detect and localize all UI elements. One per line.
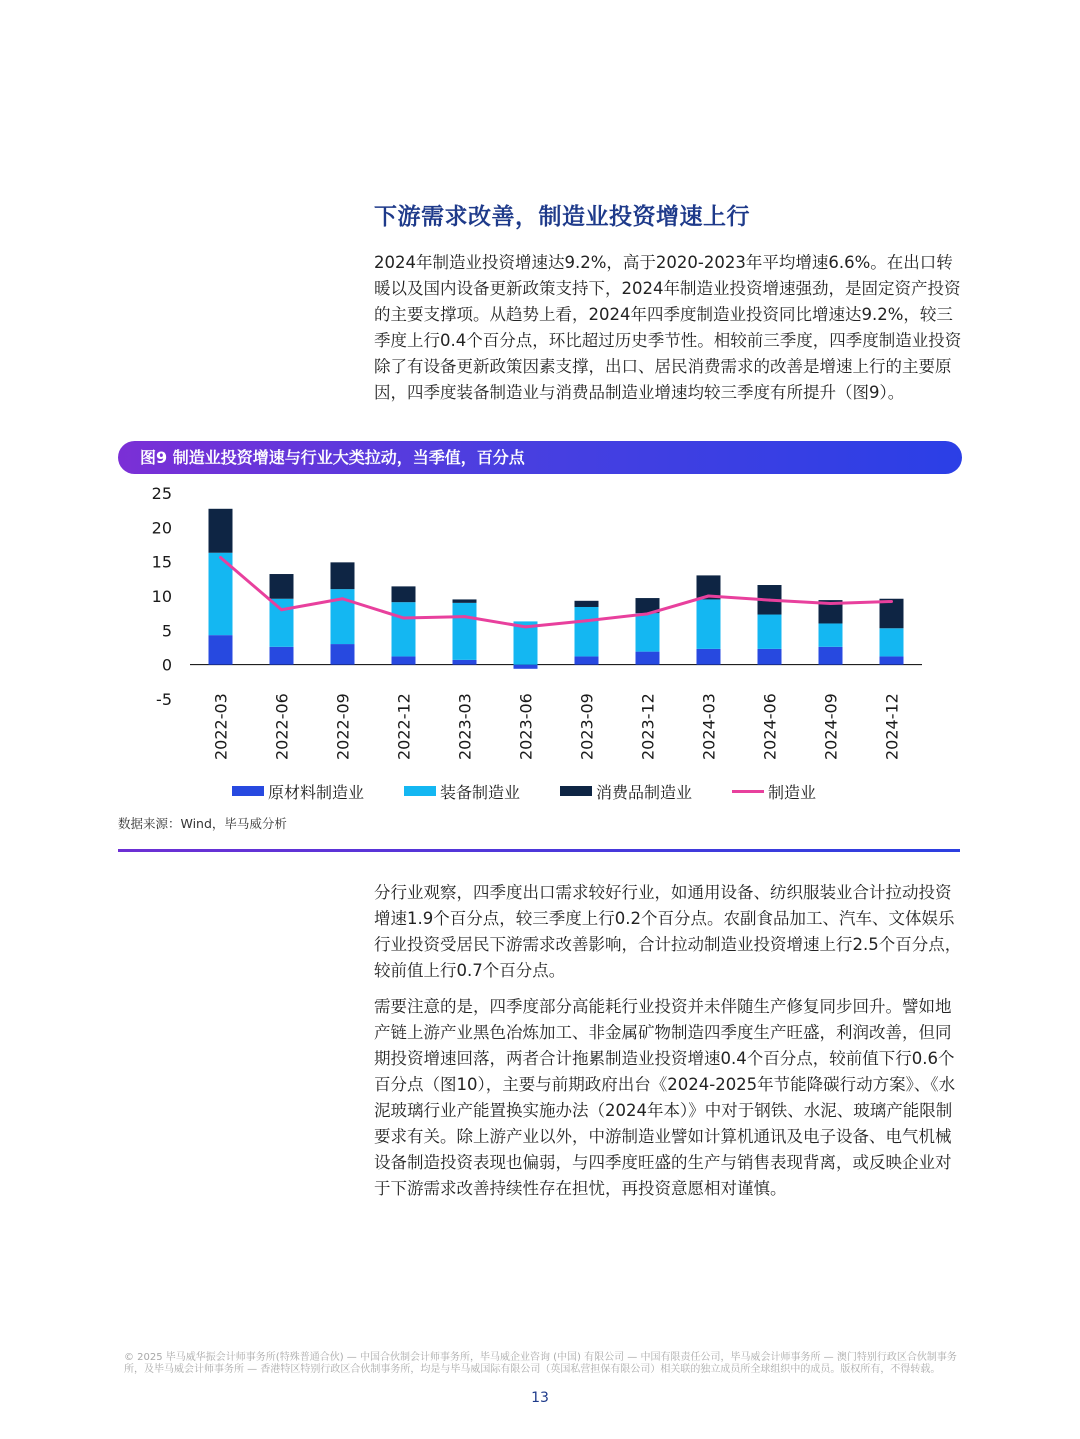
point-manufacturing bbox=[707, 595, 710, 598]
paragraph-high-energy-industries: 需要注意的是，四季度部分高能耗行业投资并未伴随生产修复同步回升。譬如地产链上游产业黑色冶炼加工、非金属矿物制造四季度生产旺盛，利润改善，但同期投资增速回落，两者合计拖累制造业投资增速0.4个百分点，较前值下行0.6个百分点（图10），主要与前期政府出台《2024-2025年节能降碳行动方案》、《水泥玻璃行业产能置换实施办法（2024年本）》中对于钢铁、水泥、玻璃产能限制要求有关。除上游产业以外，中游制造业譬如计算机通讯及电子设备、电气机械设备制造投资表现也偏弱，与四季度旺盛的生产与销售表现背离，或反映企业对于下游需求改善持续性存在担忧，再投资意愿相对谨慎。 bbox=[374, 997, 956, 1198]
bar-equipment bbox=[636, 613, 660, 651]
bar-raw-materials bbox=[209, 635, 233, 665]
x-tick-label: 2024-12 bbox=[882, 693, 902, 760]
y-tick-label: 25 bbox=[151, 484, 172, 503]
x-tick-label: 2023-03 bbox=[455, 693, 475, 760]
bar-equipment bbox=[758, 615, 782, 649]
point-manufacturing bbox=[341, 597, 344, 600]
footer-copyright: © 2025 毕马威华振会计师事务所(特殊普通合伙) — 中国合伙制会计师事务所，毕马威企业咨询 (中国) 有限公司 — 中国有限责任公司，毕马威会计师事务所 — 澳门特别行政区合伙制事务所，及毕马威会计师事务所 — 香港特区特别行政区合伙制事务所，均是与毕马威国际有限公司（英国私营担保有限公司）相关联的独立成员所全球组织中的成员。版权所有，不得转载。 bbox=[124, 1352, 957, 1375]
legend-swatch-equipment bbox=[404, 786, 436, 796]
bar-raw-materials bbox=[270, 647, 294, 665]
bar-consumer-goods bbox=[270, 574, 294, 599]
bar-equipment bbox=[270, 599, 294, 647]
bar-raw-materials bbox=[331, 644, 355, 665]
legend-item-equipment bbox=[404, 780, 520, 803]
point-manufacturing bbox=[829, 602, 832, 605]
point-manufacturing bbox=[890, 600, 893, 603]
legend-swatch-consumer-goods bbox=[560, 786, 592, 796]
x-tick-label: 2022-03 bbox=[211, 693, 231, 760]
bar-equipment bbox=[819, 623, 843, 646]
bar-raw-materials bbox=[392, 656, 416, 664]
point-manufacturing bbox=[280, 608, 283, 611]
paragraph-intro: 2024年制造业投资增速达9.2%，高于2020-2023年平均增速6.6%。在出口转暖以及国内设备更新政策支持下，2024年制造业投资增速强劲，是固定资产投资的主要支撑项。从趋势上看，2024年四季度制造业投资同比增速达9.2%，较三季度上行0.4个百分点，环比超过历史季节性。相较前三季度，四季度制造业投资除了有设备更新政策因素支撑，出口、居民消费需求的改善是增速上行的主要原因，四季度装备制造业与消费品制造业增速均较三季度有所提升（图9）。 bbox=[374, 253, 962, 402]
point-manufacturing bbox=[402, 616, 405, 619]
bar-consumer-goods bbox=[575, 601, 599, 607]
x-tick-label: 2022-09 bbox=[333, 693, 353, 760]
figure-title-bar bbox=[118, 441, 962, 474]
x-tick-label: 2022-06 bbox=[272, 693, 292, 760]
bar-raw-materials bbox=[758, 649, 782, 665]
legend-swatch-raw-materials bbox=[232, 786, 264, 796]
y-tick-label: 15 bbox=[151, 552, 172, 572]
figure-label: 图9 制造业投资增速与行业大类拉动，当季值，百分点 bbox=[140, 448, 525, 467]
paragraph-industry-observation: 分行业观察，四季度出口需求较好行业，如通用设备、纺织服装业合计拉动投资增速1.9个百分点，较三季度上行0.2个百分点。农副食品加工、汽车、文体娱乐行业投资受居民下游需求改善影响，合计拉动制造业投资增速上行2.5个百分点，较前值上行0.7个百分点。 bbox=[374, 883, 962, 980]
figure-9-chart bbox=[0, 474, 1080, 774]
bar-equipment bbox=[575, 607, 599, 656]
bar-equipment bbox=[453, 603, 477, 660]
y-tick-label: 5 bbox=[161, 621, 172, 641]
point-manufacturing bbox=[646, 612, 649, 615]
bar-raw-materials bbox=[636, 652, 660, 665]
y-tick-label: 0 bbox=[161, 655, 172, 675]
point-manufacturing bbox=[585, 619, 588, 622]
section-divider bbox=[118, 849, 960, 852]
bar-raw-materials bbox=[697, 649, 721, 665]
legend-item-consumer-goods bbox=[560, 780, 692, 803]
bar-raw-materials bbox=[514, 665, 538, 669]
legend-label-manufacturing: 制造业 bbox=[768, 782, 817, 802]
x-tick-label: 2024-03 bbox=[699, 693, 719, 760]
bar-equipment bbox=[697, 599, 721, 648]
page-number: 13 bbox=[531, 1390, 549, 1406]
bar-raw-materials bbox=[575, 656, 599, 664]
point-manufacturing bbox=[463, 615, 466, 618]
line-manufacturing bbox=[221, 558, 892, 627]
legend-label-equipment: 装备制造业 bbox=[440, 782, 521, 802]
y-tick-label: -5 bbox=[156, 690, 172, 709]
x-tick-label: 2022-12 bbox=[394, 693, 414, 760]
y-tick-label: 10 bbox=[151, 587, 172, 606]
figure-source: 数据来源：Wind，毕马威分析 bbox=[118, 816, 287, 831]
point-manufacturing bbox=[768, 599, 771, 602]
chart-legend bbox=[232, 780, 856, 802]
bar-consumer-goods bbox=[209, 509, 233, 553]
y-tick-label: 20 bbox=[151, 518, 172, 538]
bar-consumer-goods bbox=[331, 562, 355, 589]
bar-consumer-goods bbox=[453, 599, 477, 602]
bar-consumer-goods bbox=[392, 586, 416, 602]
x-tick-label: 2024-06 bbox=[760, 693, 780, 760]
point-manufacturing bbox=[219, 556, 222, 559]
bar-raw-materials bbox=[819, 647, 843, 665]
legend-swatch-manufacturing bbox=[732, 790, 764, 793]
legend-item-raw-materials bbox=[232, 780, 364, 803]
bar-equipment bbox=[392, 602, 416, 656]
x-tick-label: 2023-09 bbox=[577, 693, 597, 760]
bar-raw-materials bbox=[880, 656, 904, 664]
bar-equipment bbox=[880, 628, 904, 656]
bar-raw-materials bbox=[453, 660, 477, 665]
x-tick-label: 2023-06 bbox=[516, 693, 536, 760]
x-tick-label: 2023-12 bbox=[638, 693, 658, 760]
legend-label-consumer-goods: 消费品制造业 bbox=[596, 782, 693, 802]
legend-item-manufacturing bbox=[732, 780, 816, 803]
x-tick-label: 2024-09 bbox=[821, 693, 841, 760]
legend-label-raw-materials: 原材料制造业 bbox=[268, 782, 365, 802]
section-heading: 下游需求改善，制造业投资增速上行 bbox=[374, 204, 750, 230]
point-manufacturing bbox=[524, 625, 527, 628]
